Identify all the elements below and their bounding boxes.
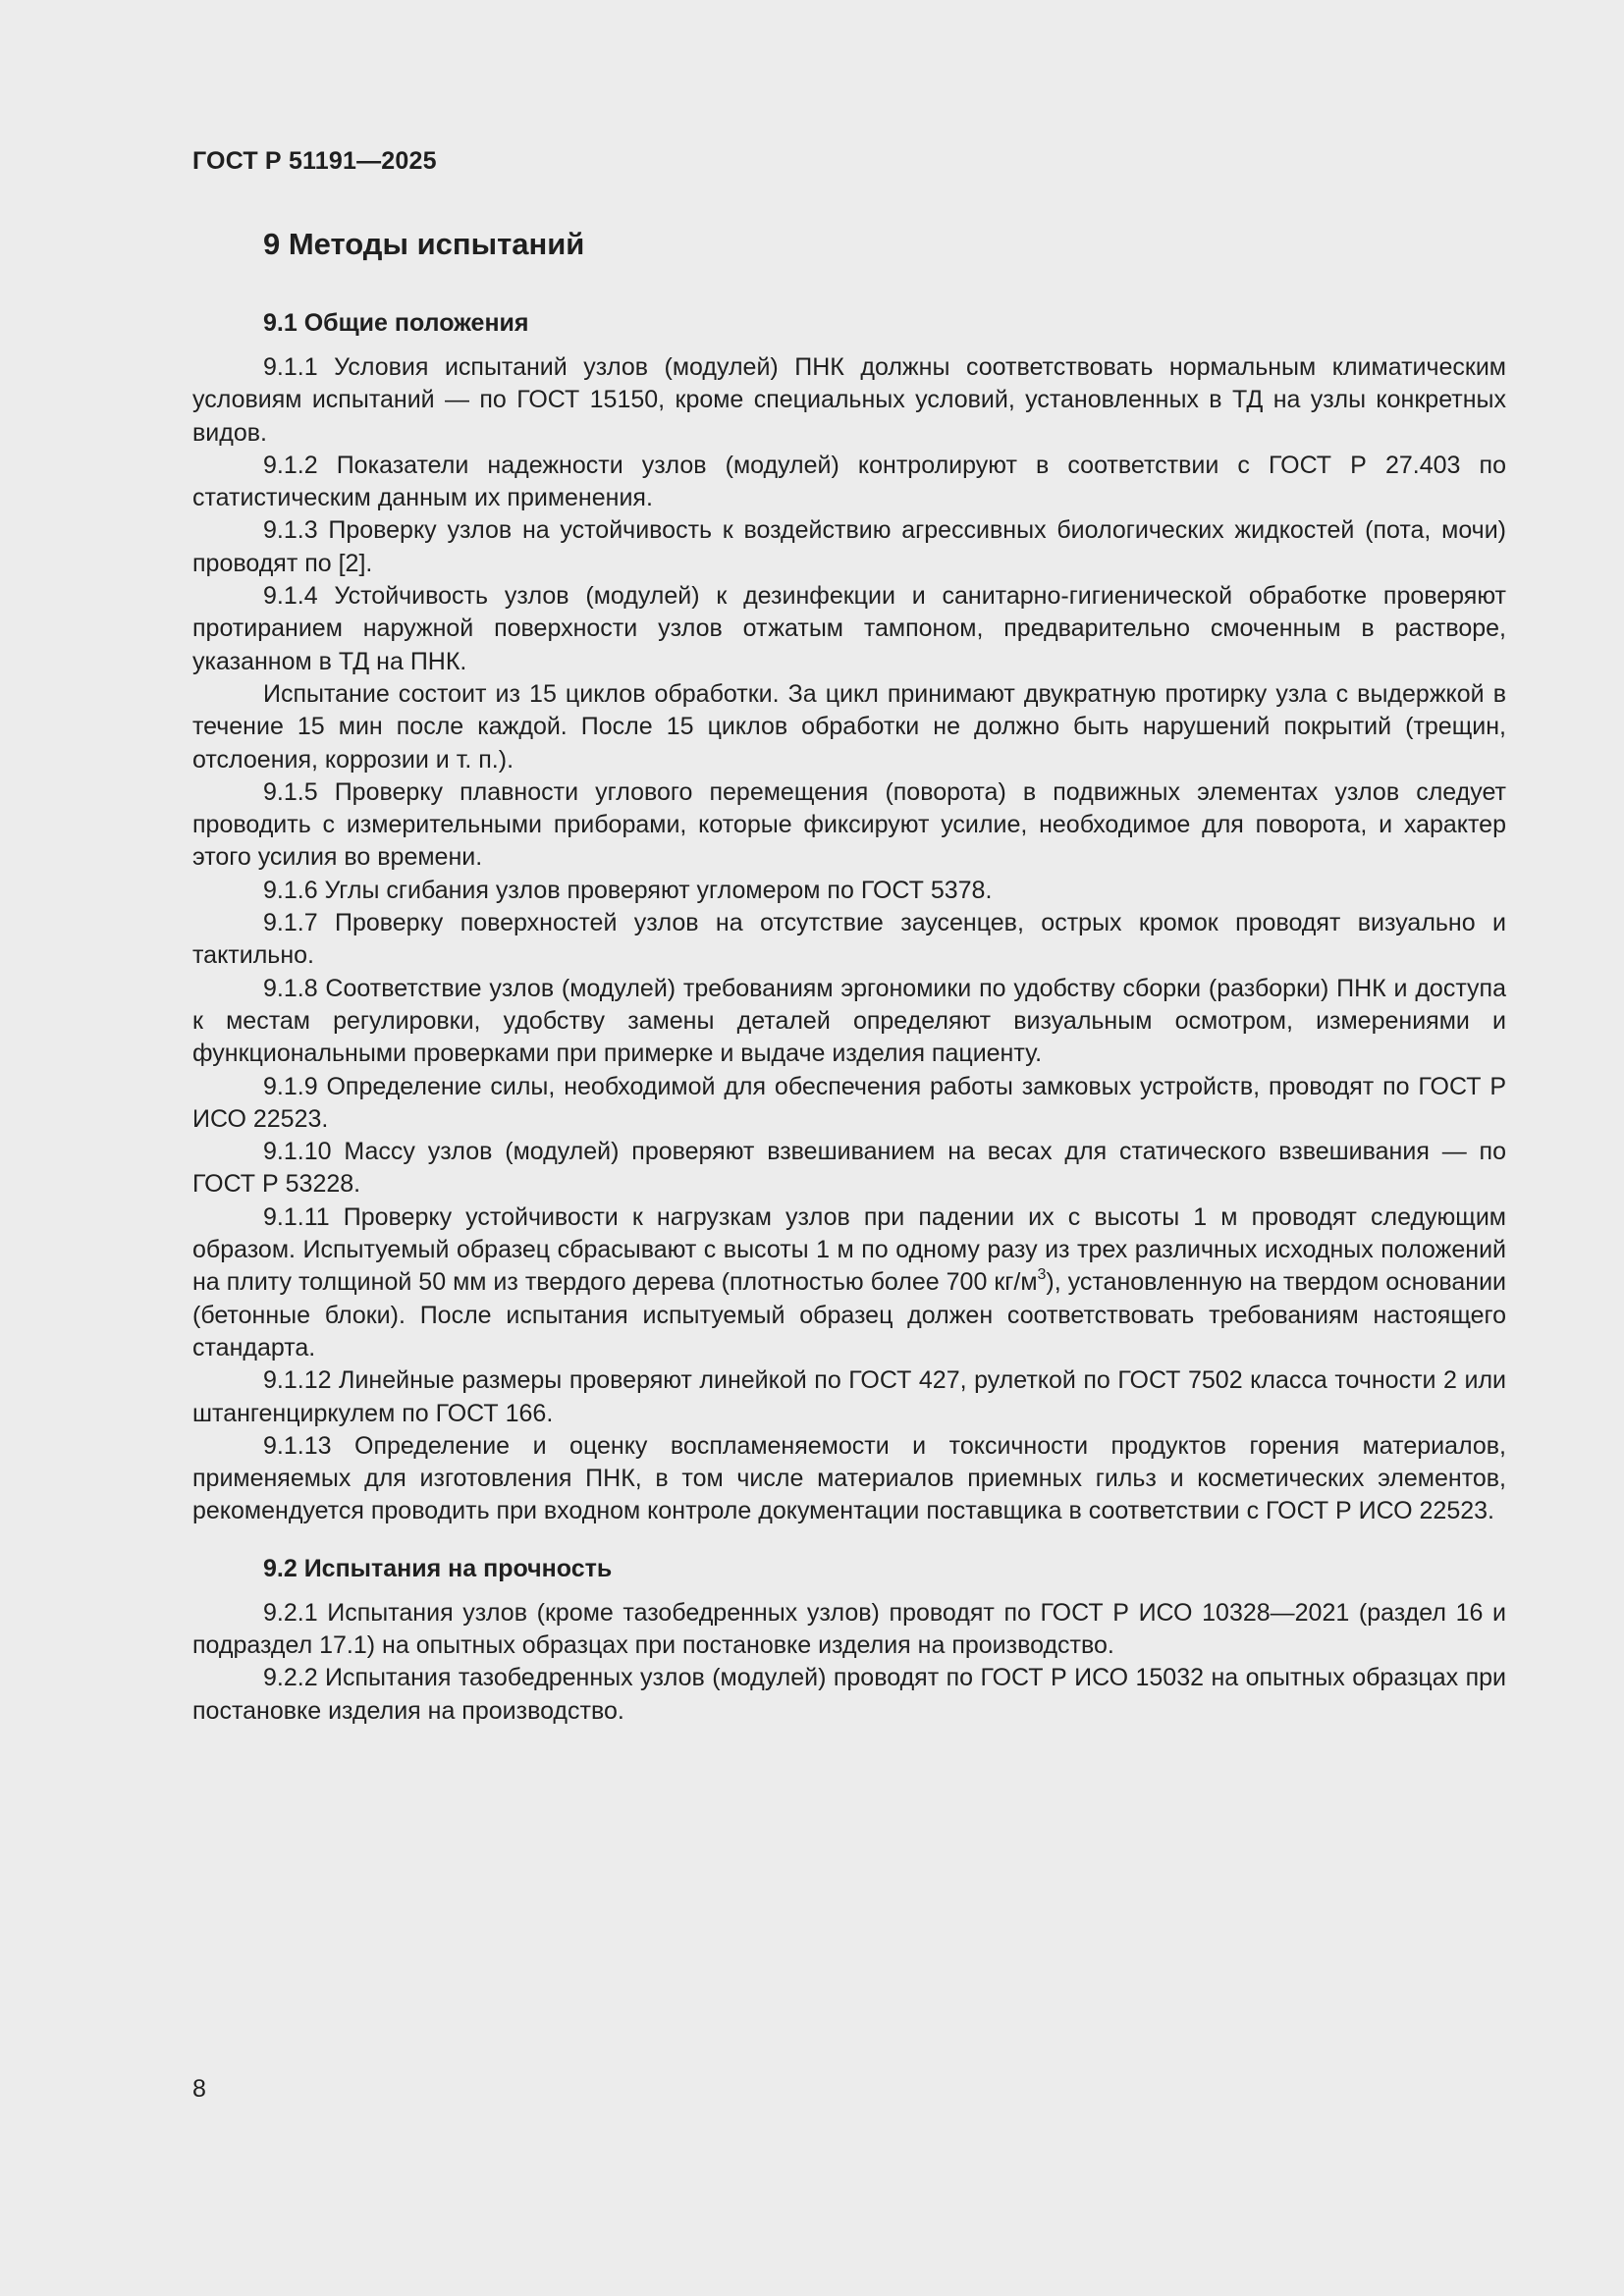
paragraph-9-1-5: 9.1.5 Проверку плавности углового перемещения (поворота) в подвижных элементах узлов следует проводить с измерительными приборами, которые фиксируют усилие, необходимое для поворота, и характер этого усилия во времени. xyxy=(192,777,1506,872)
subsection-title-strength-tests: 9.2 Испытания на прочность xyxy=(263,1554,613,1582)
paragraph-9-1-8: 9.1.8 Соответствие узлов (модулей) требованиям эргономики по удобству сборки (разборки) ПНК и доступа к местам регулировки, удобству замены деталей определяют визуальным осмотром, измерениями и функциональными проверками при примерке и выдаче изделия пациенту. xyxy=(192,974,1506,1068)
paragraph-9-2-1: 9.2.1 Испытания узлов (кроме тазобедренных узлов) проводят по ГОСТ Р ИСО 10328—2021 (раздел 16 и подраздел 17.1) на опытных образцах при постановке изделия на производство. xyxy=(192,1598,1506,1659)
paragraph-9-1-3: 9.1.3 Проверку узлов на устойчивость к воздействию агрессивных биологических жидкостей (пота, мочи) проводят по [2]. xyxy=(192,516,1506,577)
document-content xyxy=(192,221,1506,1728)
paragraph-9-2-2: 9.2.2 Испытания тазобедренных узлов (модулей) проводят по ГОСТ Р ИСО 15032 на опытных образцах при постановке изделия на производство. xyxy=(192,1664,1506,1725)
paragraph-9-1-13: 9.1.13 Определение и оценку воспламеняемости и токсичности продуктов горения материалов, применяемых для изготовления ПНК, в том числе материалов приемных гильз и косметических элементов, рекомендуется проводить при входном контроле документации поставщика в соответствии с ГОСТ Р ИСО 22523. xyxy=(192,1431,1506,1525)
paragraph-9-1-7: 9.1.7 Проверку поверхностей узлов на отсутствие заусенцев, острых кромок проводят визуально и тактильно. xyxy=(192,909,1506,970)
document-header: ГОСТ Р 51191—2025 xyxy=(192,147,437,175)
page-number: 8 xyxy=(192,2075,206,2103)
paragraph-9-1-9: 9.1.9 Определение силы, необходимой для обеспечения работы замковых устройств, проводят по ГОСТ Р ИСО 22523. xyxy=(192,1072,1506,1133)
paragraph-9-1-12: 9.1.12 Линейные размеры проверяют линейкой по ГОСТ 427, рулеткой по ГОСТ 7502 класса точности 2 или штангенциркулем по ГОСТ 166. xyxy=(192,1366,1506,1427)
cubic-superscript: 3 xyxy=(1037,1265,1047,1283)
paragraph-9-1-6: 9.1.6 Углы сгибания узлов проверяют угломером по ГОСТ 5378. xyxy=(263,876,993,904)
paragraph-9-1-4-test: Испытание состоит из 15 циклов обработки. За цикл принимают двукратную протирку узла с выдержкой в течение 15 мин после каждой. После 15 циклов обработки не должно быть нарушений покрытий (трещин, отслоения, коррозии и т. п.). xyxy=(192,679,1506,774)
paragraph-9-1-1: 9.1.1 Условия испытаний узлов (модулей) ПНК должны соответствовать нормальным климатическим условиям испытаний — по ГОСТ 15150, кроме специальных условий, установленных в ТД на узлы конкретных видов. xyxy=(192,353,1506,447)
section-title: 9 Методы испытаний xyxy=(263,227,585,261)
paragraph-9-1-11 xyxy=(192,1201,1506,1364)
paragraph-9-1-2: 9.1.2 Показатели надежности узлов (модулей) контролируют в соответствии с ГОСТ Р 27.403 по статистическим данным их применения. xyxy=(192,451,1506,512)
paragraph-9-1-11-start: 9.1.11 Проверку устойчивости к нагрузкам узлов при падении их с высоты 1 м проводят следующим образом. Испытуемый образец сбрасывают с высоты 1 м по одному разу из трех различных исходных положений на плиту толщиной 50 мм из твердого дерева (плотностью более 700 кг/м xyxy=(192,1202,1506,1297)
paragraph-9-1-11-end: ), установленную на твердом основании (бетонные блоки). После испытания испытуемый образец должен соответствовать требованиям настоящего стандарта. xyxy=(192,1268,1506,1362)
paragraph-9-1-10: 9.1.10 Массу узлов (модулей) проверяют взвешиванием на весах для статического взвешивания — по ГОСТ Р 53228. xyxy=(192,1138,1506,1199)
subsection-title-general: 9.1 Общие положения xyxy=(263,309,529,337)
paragraph-9-1-4: 9.1.4 Устойчивость узлов (модулей) к дезинфекции и санитарно-гигиенической обработке проверяют протиранием наружной поверхности узлов отжатым тампоном, предварительно смоченным в растворе, указанном в ТД на ПНК. xyxy=(192,582,1506,675)
section-spacer xyxy=(192,1528,1506,1553)
